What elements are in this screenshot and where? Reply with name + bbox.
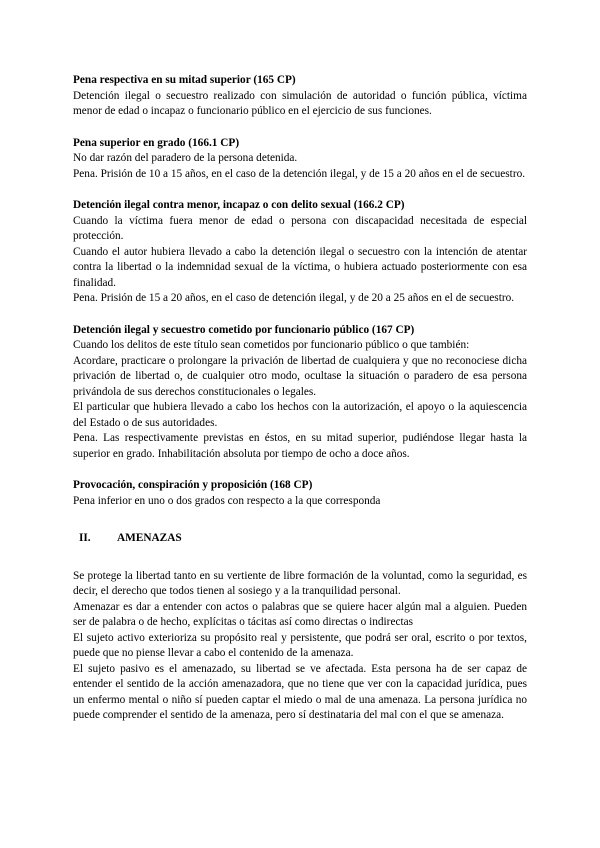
paragraph: Se protege la libertad tanto en su vertiente de libre formación de la voluntad, como la seguridad, es decir, el derecho que todos tienen al sosiego y a la tranquilidad personal. [73, 569, 527, 597]
document-body [73, 73, 527, 724]
section-165 [73, 73, 527, 120]
paragraph: Acordare, practicare o prolongare la privación de libertad de cualquiera y que no reconociese dicha privación de libertad o, de cualquier otro modo, ocultase la situación o paradero de esa persona privándola de sus derechos constitucionales o legales. [73, 354, 527, 398]
paragraph: El particular que hubiera llevado a cabo los hechos con la autorización, el apoyo o la aquiescencia del Estado o de sus autoridades. [73, 401, 527, 429]
section-166-1 [73, 136, 527, 183]
paragraph: Detención ilegal o secuestro realizado con simulación de autoridad o función pública, víctima menor de edad o incapaz o funcionario público en el ejercicio de sus funciones. [73, 89, 527, 117]
paragraph: Pena. Prisión de 15 a 20 años, en el caso de detención ilegal, y de 20 a 25 años en el de secuestro. [73, 292, 515, 304]
section-heading: Pena superior en grado (166.1 CP) [73, 136, 240, 149]
paragraph: Cuando los delitos de este título sean cometidos por funcionario público o que también: [73, 339, 470, 351]
paragraph: Amenazar es dar a entender con actos o palabras que se quiere hacer algún mal a alguien. Pueden ser de palabra o de hecho, explícitas o tácitas así como directas o indirectas [73, 600, 527, 628]
section-heading: Detención ilegal contra menor, incapaz o con delito sexual (166.2 CP) [73, 199, 405, 211]
paragraph: Pena inferior en uno o dos grados con respecto a la que corresponda [73, 494, 381, 507]
section-heading: Provocación, conspiración y proposición (168 CP) [73, 479, 313, 491]
paragraph: Pena. Prisión de 10 a 15 años, en el caso de la detención ilegal, y de 15 a 20 años en el de secuestro. [73, 167, 526, 180]
section-168 [73, 478, 527, 509]
paragraph: Cuando la víctima fuera menor de edad o persona con discapacidad necesitada de especial protección. [73, 214, 527, 242]
section-heading: Pena respectiva en su mitad superior (165 CP) [73, 74, 296, 86]
paragraph: Cuando el autor hubiera llevado a cabo la detención ilegal o secuestro con la intención de atentar contra la libertad o la indemnidad sexual de la víctima, o hubiera actuado posteriormente con esa finalidad. [73, 245, 527, 289]
chapter-body [73, 569, 527, 724]
section-heading: Detención ilegal y secuestro cometido por funcionario público (167 CP) [73, 323, 415, 336]
paragraph: El sujeto activo exterioriza su propósito real y persistente, que podrá ser oral, escrito o por textos, puede que no piense llevar a cabo el contenido de la amenaza. [73, 631, 527, 659]
chapter-heading [79, 531, 527, 547]
section-167 [73, 323, 527, 463]
section-166-2 [73, 198, 527, 307]
paragraph: No dar razón del paradero de la persona detenida. [73, 152, 298, 164]
paragraph: Pena. Las respectivamente previstas en éstos, en su mitad superior, pudiéndose llegar hasta la superior en grado. Inhabilitación absoluta por tiempo de ocho a doce años. [73, 432, 527, 460]
paragraph: El sujeto pasivo es el amenazado, su libertad se ve afectada. Esta persona ha de ser capaz de entender el sentido de la acción amenazadora, que no tiene que ver con la capacidad jurídica, pues un enfermo mental o niño sí pueden captar el miedo o mal de una amenaza. La persona jurídica no puede comprender el sentido de la amenaza, pero sí destinataria del mal con el que se amenaza. [73, 662, 527, 721]
chapter-title: AMENAZAS [117, 532, 182, 544]
chapter-number: II. [79, 532, 91, 544]
